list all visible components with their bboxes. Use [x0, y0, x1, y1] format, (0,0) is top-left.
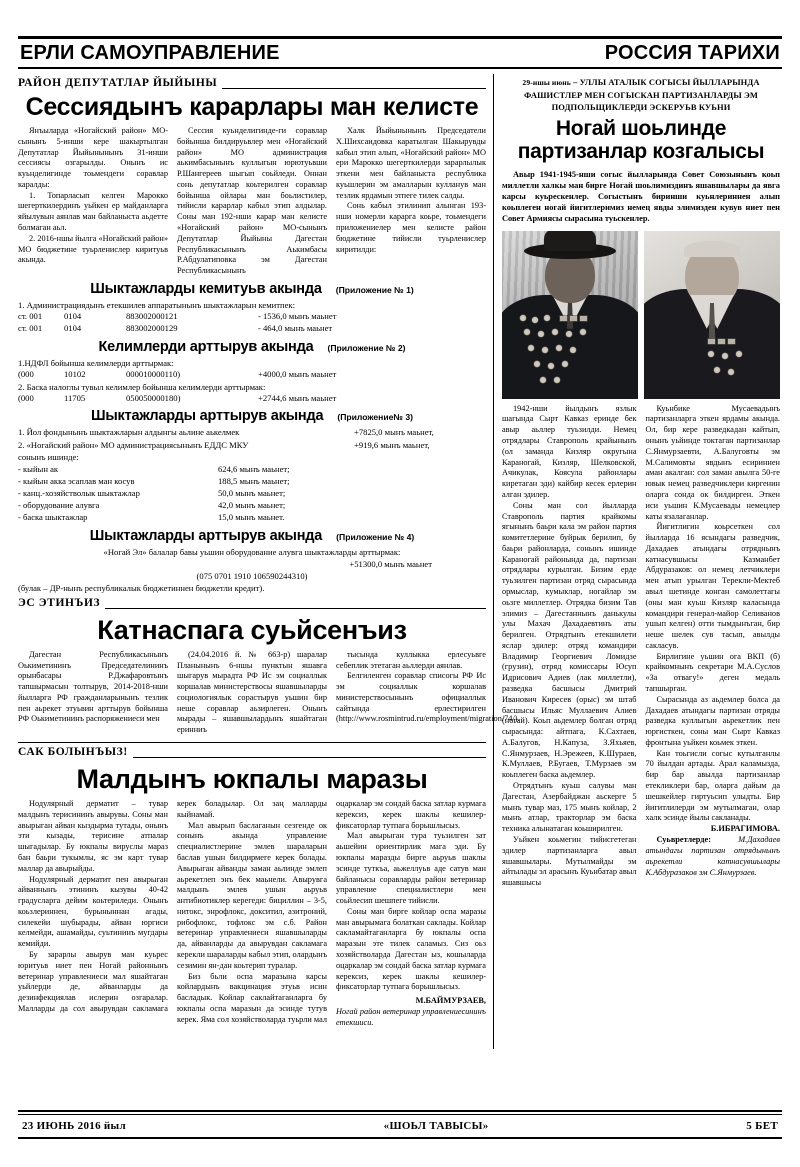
budget-code-2: 0104 [64, 322, 82, 333]
left-zone [18, 74, 520, 1049]
footer-rule-bottom [18, 1137, 782, 1139]
expense-item-label: - кыйын акка эсаплав ман косув [18, 475, 135, 486]
rubric-caution [18, 746, 486, 758]
expense-item-label: - баска шыктажлар [18, 512, 88, 523]
expense-label: 2. «Ногайский район» МО администрациясынынъ ЕДДС МКУ [18, 439, 249, 450]
expense-item-value: 15,0 мынъ маьнет. [218, 512, 285, 523]
headline-partisan-movement: Ногай шоьлинде партизанлар козгалысы [517, 116, 765, 163]
decision-intro: 1.НДФЛ бойынша келимлерди арттырмак: [18, 357, 174, 368]
decision-title: Келимлерди арттырув акында [98, 338, 314, 355]
medal [722, 353, 728, 359]
medal [520, 315, 526, 321]
session-intro-columns [18, 126, 486, 277]
medal [534, 361, 540, 367]
kicker-partisan-day [502, 76, 780, 113]
headline-session: Сессиядынъ карарлары ман келисте [25, 93, 479, 121]
budget-code-3: 883002000129 [126, 322, 178, 333]
article-byline-role: Ногай район ветеринар управлениесининъ етекшиси. [336, 1006, 486, 1027]
budget-row [18, 369, 486, 381]
rubric-rule [222, 80, 486, 89]
masthead-bottom-rule [18, 67, 782, 69]
footer-date: 23 ИЮНЬ 2016 йыл [22, 1120, 126, 1132]
decision-header-4 [18, 528, 486, 544]
expense-row [18, 439, 486, 451]
medal [708, 351, 714, 357]
paragraph: Мал авырып баслаганын сезгенде ок сонынъ акында управление специалистлерине эмлев шараларын баслав ушын билдирмеге керек болады. Авырыган айванды заман аьлинде эмлеп аьрекетлеп энъ бек маьнели. Авырувга малдынъ эмлев ушын аьруьв антибиотиклер керегеди: бициллин – 3-5, нитокс, энрофлокс, докситил, азитроний, рибофлокс, тофлокс эм с.б. Район ветеринар управлениеси яшавшыларды да, айванларды да авырувдан сакламага керекли шараларды кабыл этип, олардынъ сезимин ян-дан коьтерип туралар. [177, 820, 327, 970]
paragraph: (24.04.2016 й. № 663-р) шаралар Планынынъ 6-ншы пунктын яшавга шыгарув мырадта РФ Ис эм социаллык коршалав министерствосы яшавшыларды социологиялык сорастырув уьшин бир неше соравлар аьзирлеген. Онынъ мырады – яшавшылардынъ яшайтаган еринниъ [177, 649, 327, 735]
decision-intro: «Ногай Эл» балалар бавы уьшин оборудование алувга шыктажларды арттырмак: [103, 546, 401, 557]
budget-code-3: 000010000110) [126, 368, 181, 379]
paragraph: Кан тоьгисли согыс кутылганлы 70 йылдан артады. Арал каламызда, бир бар авылда партизанлар етекликлери бар, оларга дайым да шешкейлер гиртуьсип улыдты. Бир йигитлилерди эм мутылмаган, олар халк эсинде йылы сакланады. [645, 748, 780, 823]
photo-hair [684, 241, 740, 257]
expense-item [18, 475, 486, 487]
expense-item-label: - кыйын ак [18, 463, 59, 474]
paragraph: Бирлигине уьшин ога ВКП (б) крайкомнынъ секретари М.А.Суслов «За отвагу!» деген медаль тапшырган. [645, 651, 780, 694]
ribbon [580, 316, 587, 321]
right-zone [502, 74, 780, 1049]
ribbon [560, 316, 567, 321]
footer-page-number: 5 БЕТ [746, 1120, 778, 1132]
medal [736, 351, 742, 357]
paragraph: Авыр 1941-1945-нши согыс йылларында Совет Союзынынъ коьп миллетли халкы ман бирге Ногай шоьлимиздинъ яшавшылары да явга карсы куьрескенлер. Согыстынъ биринши куьнлериннен алып коьплеген ногай йигитлеримиз немец явды элимизден кувув ниет пен Совет Армиясы сырасына туьскенлер. [502, 170, 780, 223]
medal [554, 377, 560, 383]
budget-code-3: 050050000180) [126, 392, 181, 403]
paragraph: 2. 2016-ншы йылга «Ногайский район» МО бюджетине туьрленислер киритуьв акында. [18, 233, 168, 265]
decision-body-2 [18, 357, 486, 405]
caption-label: Суьвретлерде: [656, 835, 711, 845]
budget-amount: +2744,6 мынъ маьнет [258, 392, 337, 403]
section-divider [18, 742, 486, 743]
medal [532, 317, 538, 323]
expense-item [18, 499, 486, 511]
budget-code-1: ст. 001 [18, 310, 43, 321]
paragraph: Соны ман бирге койлар оспа маразы ман авырымага болаткан саклады. Койлар сакламайтаганларга бу юкпалы оспа маразын эте тилек саламыз. Сиз оьз хозяйстволарда Дагестан ыз, кошыларда оцаркалар эм сондай баска затлар курмага керексиз, керек шаклы кешилер-фиксаторлар тутпага борышлысыз. [336, 906, 486, 992]
article-byline: Б.ИБРАГИМОВА. [710, 824, 780, 834]
paragraph: Йигитлигин коьрсеткен сол йылларда 16 ясындагы разведчик, Дахадаев атындагы отряднынъ катнасувшысы Казманбет Абдуразаков: ол немец летчиклери мен атып урылган Терекли-Мектеб авыл шетинде конган самолеттагы (оны ман куьш Кизляр каласында командири генерал-майор Селиванов ушып келген) отти тымдынъган, бир неше шелек сув тасып, авылды сакласув. [645, 522, 780, 650]
decision-source: (булак – ДР-нынъ республикалык бюджетиннен бюджетли кредит). [18, 582, 265, 593]
expense-item-value: 50,0 мынъ маьнет; [218, 487, 286, 498]
article-byline: М.БАЙМУРЗАЕВ, [415, 996, 486, 1006]
rubric-label: ЭС ЭТИНЪИЗ [18, 596, 101, 609]
budget-row [18, 323, 486, 335]
rubric-attention [18, 597, 486, 609]
expense-item [18, 511, 486, 523]
budget-code-3: 883002000121 [126, 310, 178, 321]
decision-appendix: (Приложение № 2) [327, 342, 406, 353]
paragraph: Сессия куьнделигинде-ги соравлар бойынша билдируьвлер мен «Ногайский район» МО администрация аькимбасынынъ куллыгын юрютуьвши Р.Шангереев шыгып соьйледи. Оннан сонь депутатлар коьтерилген соравлар бойынша ойлары ман боьлистилер, тийисли карарлар кабыл этип алдылар. Соны ман 192-нши карар ман келисте «Ногайский район» МО-сынынъ Депутатлар Йыйыны Дагестан Республикасынынъ Аькимбасы Р.Абдулатиповка эм Дагестан Республикасынынъ [177, 126, 327, 276]
page-body [18, 74, 782, 1049]
caption-text: М.Дахадаев атындагы партизан отрядынынъ аьрекетли катнасувшылары К.Абдуразаков эм С.Янмурзаев. [645, 835, 780, 877]
medal [552, 329, 558, 335]
decision-body-1 [18, 299, 486, 335]
expense-item-label: - канц.-хозяйстволык шыктажлар [18, 487, 140, 498]
expense-row [18, 426, 486, 438]
ribbon [718, 339, 725, 344]
decision-appendix: (Приложение№ 3) [337, 412, 414, 423]
paragraph: Дагестан Республикасынынъ Оькиметининъ Председателининъ орынбасары Р.Джафаровтынъ тапшырмасын толтырув, 2014-2018-нши йылларга РФ гражданларынынъ тезлик пен аьрекет этуьвин арттырув бойынша РФ Оькиметининъ распоряжениеси мен [18, 649, 168, 724]
budget-code-1: ст. 001 [18, 322, 43, 333]
headline-cattle-disease: Малдынъ юкпалы маразы [76, 764, 428, 795]
medal [524, 329, 530, 335]
decision-body-4 [18, 546, 486, 594]
expense-item-value: 624,6 мынъ маьнет; [218, 463, 290, 474]
expense-sublabel: сонынъ ишинде: [18, 451, 79, 462]
photo-caption [646, 835, 781, 879]
medal [562, 361, 568, 367]
rubric-rule [105, 600, 486, 609]
ribbon [728, 339, 735, 344]
medal [728, 369, 734, 375]
medal [570, 347, 576, 353]
masthead-right-title: РОССИЯ ТАРИХИ [604, 42, 780, 64]
paragraph: Мал авырыган тура туьзилген зат аьшейин ориентирлик мага эди. Бу юкпалы маразды бирге аьруьв шаклы эсинде туткъа, аьжеллуьв аде сатув ман байланысы соравларды район ветеринар управление специалистлери мен соьйлесип шешпеге тийисли. [336, 831, 486, 906]
decision-title: Шыктажларды кемитуьв акында [90, 280, 322, 297]
veteran-suit-photo [644, 231, 780, 399]
decision-appendix: (Приложение № 4) [336, 531, 415, 542]
participate-columns [18, 649, 520, 736]
column-divider [493, 74, 494, 1049]
paragraph: Бу зарарлы авырув ман куьрес юритуьв ниет пен Ногай районнынъ ветеринар управлениеси мал яшайтаган уьйлерди де, айванларды да дезинфекциялав ислерин озгаралар. Малларды да сол авырувдан сакламага керек боладылар. Ол заң малларды кыйнамай. [18, 799, 327, 1013]
paragraph: тысында куллыкка ерлесуьвге себеплик этетаган аьллерди аянлав. [336, 649, 486, 670]
medal [538, 331, 544, 337]
medal [542, 347, 548, 353]
footer-rule-top [18, 1110, 782, 1112]
budget-row [18, 393, 486, 405]
paragraph: Уьйкен коьмегин тийисгетеган эдилер партизанларга авыл яшавшылары. Мутылмайды эм айтылады эл арасынъ Куьнбатар авыл яшавшысы [502, 834, 637, 888]
decision-body-3 [18, 426, 486, 523]
medal [714, 367, 720, 373]
partisan-article-columns [502, 404, 780, 889]
expense-item-value: 188,5 мынъ маьнет; [218, 475, 290, 486]
cattle-disease-columns [18, 799, 486, 1028]
decision-appendix: (Приложение № 1) [335, 284, 414, 295]
expense-label: 1. Йол фондынынъ шыктажларын алдынгы аьлине аькелмек [18, 427, 240, 438]
veteran-hat-photo [502, 231, 638, 399]
masthead [18, 39, 782, 67]
budget-amount: - 464,0 мынъ маьнет [258, 322, 333, 333]
expense-item-value: 42,0 мынъ маьнет; [218, 500, 286, 511]
budget-code-2: 10102 [64, 368, 86, 379]
rubric-label: САК БОЛЫНЪЫЗ! [18, 746, 128, 759]
decision-header-3 [18, 408, 486, 424]
paragraph: Сонь кабыл этилинип алынган 193-нши номерли карарга коьре, тоьмендеги приложениелер мен келисте район бюджетине тийисли туьрленислер киритилди: [336, 201, 486, 254]
paragraph: Сырасында аз аьдемлер болса да Дахадаев атындагы партизан отряды разведка куллыгын аьрекетлик пен юргисткен, соны ман Сырт Кавказ фронтына уьйкен коьмек эткен. [645, 694, 780, 747]
newspaper-page [0, 36, 800, 1167]
photo-hat-crown [544, 231, 596, 251]
photo-medals [706, 339, 776, 389]
paragraph: Нодулярный дерматит – тувар малдынъ терисининъ авырувы. Соны ман авырыган айван кыздырма тутады, онынъ эти кызады, терисине атпалар шыгадылар. Бу юкпалы вируслы марaз бан баьри тукымлы, яс эм карт тувар маллар да авырыйды. [18, 799, 168, 873]
decision-header-2 [18, 339, 486, 355]
headline-participate: Катнаспага суьйсенъиз [97, 614, 407, 645]
paragraph: Куьнбике Мусаевадынъ партизанларга эткен ярдамы акында. Ол, бир кере разведкадан кайтып, онынъ уьйинде токтаган партизанлар С.Янмурзаевти, А.Балуговты эм М.Салимовты явдынъ есириннен аман акалган: сол заман авылга 50-ге ювык немец разведчиклери киргенин оларга сонда ок билдирген. Эткен иси уьшин К.Мусаевады немецлер каты язалаганлар. [645, 403, 780, 521]
paragraph: Янъыларда «Ногайский район» МО-сынынъ 5-инши кере шакыртылган Депутатлар Йыйынынынъ 31-инши сессиясы озгарылды. Онынъ ис куьнделигинде тоьмендеги соравлар каралды: [18, 126, 168, 189]
decision-intro: 1. Администрациядынъ етекшилев аппаратынынъ шыктажларын кемитпек: [18, 299, 295, 310]
paragraph: Белгиленген соравлар списогы РФ Ис эм социаллык коршалав министерствосынынъ официаллык сайтында ерлестирилген (http://www.rosmintrud.ru/employment/migration/74/). [336, 671, 520, 724]
medal [566, 331, 572, 337]
medal [540, 377, 546, 383]
budget-row [18, 311, 486, 323]
decision-title: Шыктажларды арттырув акында [89, 527, 323, 544]
medal [580, 329, 586, 335]
rubric-deputies [18, 77, 486, 89]
footer-row [18, 1115, 782, 1137]
budget-amount: +4000,0 мынъ маьнет [258, 368, 337, 379]
medal [548, 363, 554, 369]
decision-intro-2: 2. Баска налоглы тувыл келимлер бойынша келимлерди арттырмак: [18, 381, 266, 392]
masthead-left-title: ЕРЛИ САМОУПРАВЛЕНИЕ [20, 42, 280, 64]
paragraph: Нодулярный дерматит пен авырыган айваннынъ этининъ кызувы 40-42 градусларга дейим коьтериледи. Онынъ коьзлериннен, бурыныннан агады, силекейи шубырады, айван юргиси келмейди, ашамайды, суьтининъ мугдары кемийди. [18, 874, 168, 949]
budget-code-1: (000 [18, 392, 34, 403]
footer-paper-name: «ШОЬЛ ТАВЫСЫ» [383, 1120, 489, 1132]
rubric-label: РАЙОН ДЕПУТАТЛАР ЙЫЙЫНЫ [18, 77, 218, 89]
budget-amount: - 1536,0 мынъ маьнет [258, 310, 337, 321]
decision-header-1 [18, 281, 486, 297]
kicker-date: 29-ншы июнь [522, 78, 571, 87]
rubric-rule [133, 749, 486, 758]
budget-code-2: 11705 [64, 392, 86, 403]
paragraph: Соны ман сол йылларда Ставрополь партия крайкомы ягынынъ баьри кала эм район партия комитетлерине буйрык берилип, бу баьри районларда, сонынъ ишинде Караногай районында да, партизан отрядлары курылган. Бизим ерде туьзилген партизан отряд сырасында ормыслар, кумыклар, ногайлар эм оьзге миллетлер. Отрядка бизим Тав элимиз – Дагестаннынъ данькулы улы Махач Дахадаевтинъ аты берилген. Отрядтынъ етекшилети яслар эдилер: отряд командири Владимир Георгиевич Ломидзе (грузин), отряд комиссары Юсуп Идрисович Адиев (лак миллетли), разведка басшысы Дмитрий Иванович Киресев (орыс) эм штаб басшысы Ильяс Муллаевич Алиев (ногай). Коьп аьдемлер болган отряд сырасында: айтпага, К.Сахтаев, А.Балугов, Н.Капуза, З.Яхьяев, С.Янмурзаев, Н.Эрежеев, К.Шураев, К.Муллаев, Р.Бугаев, Т.Мурзаев эм коьплеген баска аьдемлер. [502, 500, 637, 780]
expense-value: +919,6 мынъ маьнет, [354, 439, 430, 450]
budget-code-1: (000 [18, 368, 34, 379]
paragraph: Биз бьли оспа маразына карсы койлардынъ вакцинация этуьв исин басладык. Койлар саклайтаганларга бу юкпалы оспа маразын да эсинде тутув керек. Яма сол хозяйстволарда туьрли мал оцаркалар эм сондай баска затлар курмага керексиз, керек шаклы кешилер-фиксаторлар тутпага борышлысыз. [177, 799, 486, 1024]
paragraph: 1. Топарласып келген Марокко шегерткилердинъ уьйкен ер майданларга яйылувын аянлав ман байланыста аьдетте болмаган аьл. [18, 190, 168, 233]
expense-item-label: - оборудование алувга [18, 500, 100, 511]
ribbon [708, 339, 715, 344]
ribbon [570, 316, 577, 321]
decision-amount: +51300,0 мынъ маьнет [349, 558, 432, 569]
medal [544, 315, 550, 321]
expense-item [18, 487, 486, 499]
kicker-text: – УЛЛЫ АТАЛЫК СОГЫСЫ ЙЫЛЛАРЫНДА ФАШИСТЛЕР МЕН СОГЫСКАН ПАРТИЗАНЛАРДЫ ЭМ ПОДПОЛЬЩИКЛЕРДИ ЭСКЕРУЬВ КУЬНИ [524, 77, 760, 112]
photo-row [502, 231, 780, 399]
decision-code: (075 0701 1910 106590244310) [196, 570, 308, 581]
paragraph: Отрядтынъ куьш салувы ман Дагестан, Азербайджан аьскерге 5 мынъ тувар маз, 175 мынъ койлар, 2 мынъ атлар, тракторлар эм баска техника алынатаган коьширилген. [502, 781, 637, 834]
paragraph: 1942-нши йылдынъ язлык шагында Сырт Кавказ ериндe бек авыр аьллер туьзилди. Немец отрядлары Ставрополь крайынынъ (ол заманда Кизляр округына Караногай, Кизляр, Шелковской, Ачикулак, Коясулa районлары киретаган эди) кайбир кесек ерлерин алган эдилер. [502, 403, 637, 499]
medal [556, 345, 562, 351]
paragraph: Халк Йыйынынынъ Председатели Х.Шихсаидовка каратылган Шакырувды кабыл этип алып, «Ногайский район» МО ери Марокко шегерткилерди зарарлылык эткени мен байланыста республика куьшлерин эм амалларын кулланув ман тезлик ярдамын этпеге тилек салды. [336, 126, 486, 200]
lead-paragraph [502, 170, 780, 225]
expense-value: +7825,0 мынъ маьнет, [354, 427, 434, 438]
page-footer [18, 1110, 782, 1139]
photo-medals [518, 315, 608, 391]
expense-item [18, 463, 486, 475]
decision-title: Шыктажларды арттырув акында [90, 408, 324, 425]
budget-code-2: 0104 [64, 310, 82, 321]
medal [528, 345, 534, 351]
